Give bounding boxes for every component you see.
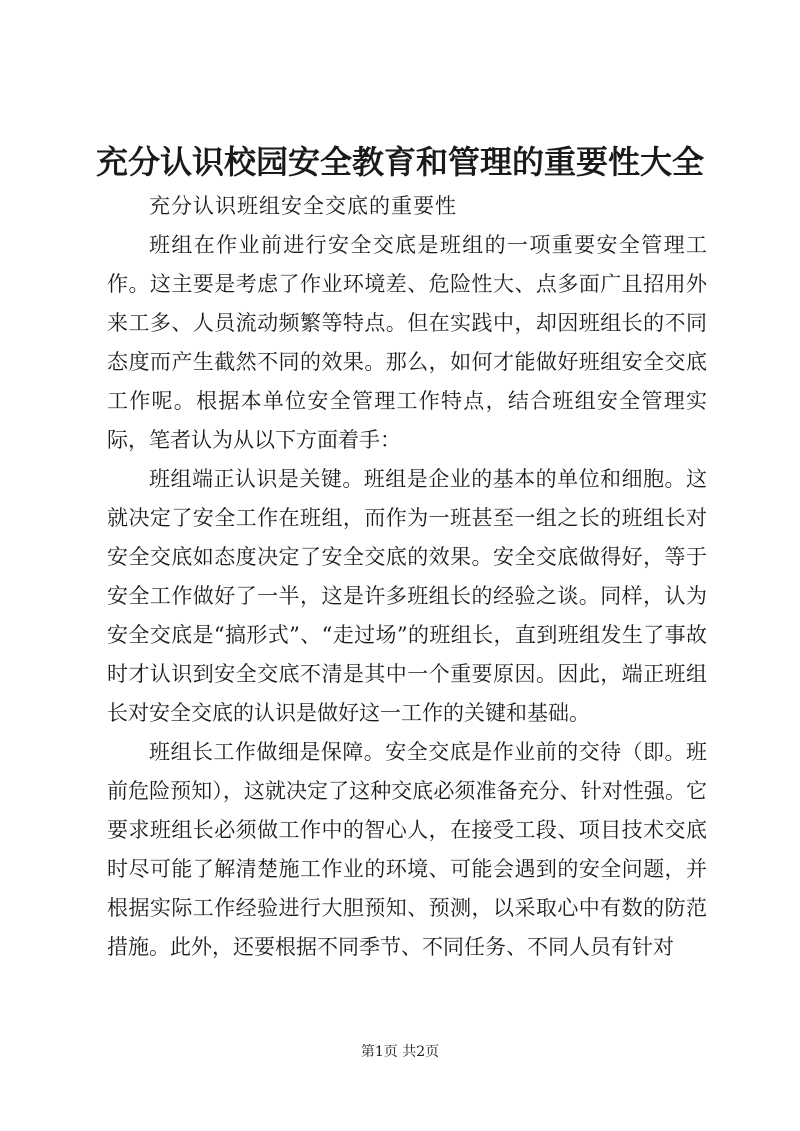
paragraph-2: 班组端正认识是关键。班组是企业的基本的单位和细胞。这就决定了安全工作在班组，而作为一班甚至一组之长的班组长对安全交底如态度决定了安全交底的效果。安全交底做得好，等于安全工作做好了一半，这是许多班组长的经验之谈。同样，认为安全交底是“搞形式”、“走过场”的班组长，直到班组发生了事故时才认识到安全交底不清是其中一个重要原因。因此，端正班组长对安全交底的认识是做好这一工作的关键和基础。 [107,467,707,725]
page-footer: 第1页 共2页 [360,1044,440,1060]
document-body [107,187,707,967]
paragraph-3: 班组长工作做细是保障。安全交底是作业前的交待（即。班前危险预知），这就决定了这种交底必须准备充分、针对性强。它要求班组长必须做工作中的智心人，在接受工段、项目技术交底时尽可能了解清楚施工作业的环境、可能会遇到的安全问题，并根据实际工作经验进行大胆预知、预测，以采取心中有数的防范措施。此外，还要根据不同季节、不同任务、不同人员有针对 [107,740,707,959]
document-subtitle: 充分认识班组安全交底的重要性 [149,194,457,218]
document-title: 充分认识校园安全教育和管理的重要性大全 [95,143,704,181]
paragraph-1: 班组在作业前进行安全交底是班组的一项重要安全管理工作。这主要是考虑了作业环境差、危险性大、点多面广且招用外来工多、人员流动频繁等特点。但在实践中，却因班组长的不同态度而产生截然不同的效果。那么，如何才能做好班组安全交底工作呢。根据本单位安全管理工作特点，结合班组安全管理实际，笔者认为从以下方面着手： [107,233,707,452]
